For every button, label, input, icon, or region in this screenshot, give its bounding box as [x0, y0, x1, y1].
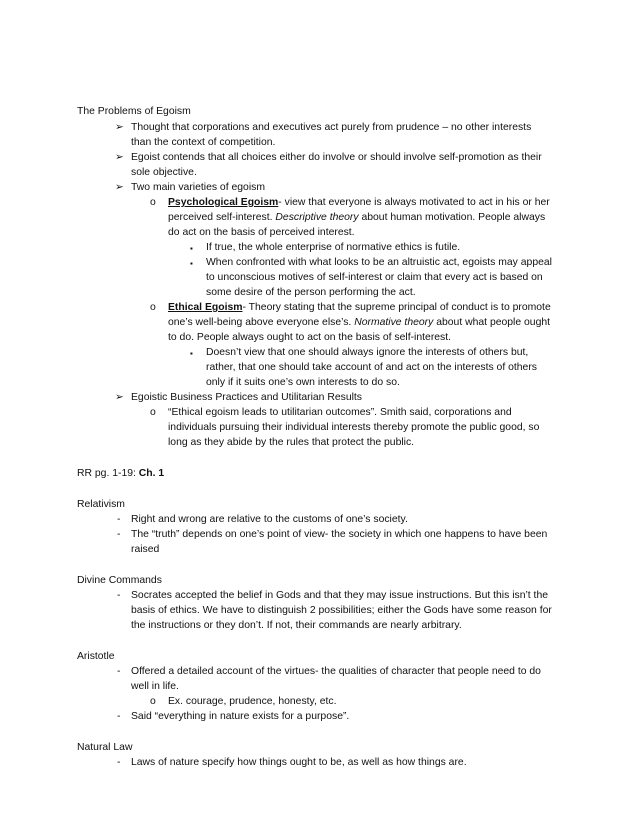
- ethical-egoism-line-3: to do. People always ought to act on the basis of self-interest.: [168, 332, 452, 343]
- text-run: perceived self-interest.: [168, 212, 276, 223]
- aristotle-item-2: Said “everything in nature exists for a purpose”.: [131, 711, 350, 722]
- circle-bullet-icon: o: [150, 407, 156, 418]
- arrow-bullet-icon: ➢: [115, 182, 124, 193]
- section-heading-natural-law: Natural Law: [77, 742, 133, 753]
- relativism-item-2-line-2: raised: [131, 544, 160, 555]
- ethical-sub-1-line-2: rather, that one should take account of and act on the interests of others: [206, 362, 537, 373]
- aristotle-item-1-line-2: well in life.: [131, 681, 179, 692]
- utilitarian-line-2: individuals pursuing their individual interests thereby promote the public good, so: [168, 422, 540, 433]
- divine-item-1-line-2: basis of ethics. We have to distinguish 2 possibilities; either the Gods have some reason for: [131, 605, 552, 616]
- arrow-bullet-icon: ➢: [115, 392, 124, 403]
- utilitarian-line-3: long as they abide by the rules that protect the public.: [168, 437, 415, 448]
- aristotle-example: Ex. courage, prudence, honesty, etc.: [168, 696, 337, 707]
- psychological-sub-2-line-1: When confronted with what looks to be an altruistic act, egoists may appeal: [206, 257, 552, 268]
- psychological-egoism-line-2: [168, 210, 545, 225]
- section-heading-aristotle: Aristotle: [77, 651, 115, 662]
- descriptive-theory-term: Descriptive theory: [275, 212, 359, 223]
- dash-bullet: -: [117, 757, 121, 768]
- circle-bullet-icon: o: [150, 696, 156, 707]
- egoism-point-3: Two main varieties of egoism: [131, 182, 265, 193]
- section-heading-egoism: The Problems of Egoism: [77, 106, 191, 117]
- psychological-egoism-line-1: [168, 195, 550, 210]
- square-bullet-icon: ▪: [190, 244, 193, 253]
- egoism-point-1-line-2: than the context of competition.: [131, 137, 276, 148]
- psychological-sub-1: If true, the whole enterprise of normative ethics is futile.: [206, 242, 461, 253]
- psychological-sub-2-line-2: to unconscious motives of self-interest or claim that every act is based on: [206, 272, 543, 283]
- psychological-egoism-definition: - view that everyone is always motivated to act in his or her: [278, 197, 550, 208]
- dash-bullet: -: [117, 590, 121, 601]
- egoism-point-4: Egoistic Business Practices and Utilitarian Results: [131, 392, 362, 403]
- egoism-point-1-line-1: Thought that corporations and executives act purely from prudence – no other interests: [131, 122, 532, 133]
- psychological-egoism-line-3: do act on the basis of perceived interest.: [168, 227, 355, 238]
- ethical-egoism-term: Ethical Egoism: [168, 302, 243, 313]
- normative-theory-term: Normative theory: [354, 317, 434, 328]
- divine-item-1-line-1: Socrates accepted the belief in Gods and that they may issue instructions. But this isn’t the: [131, 590, 549, 601]
- section-heading-divine-commands: Divine Commands: [77, 575, 162, 586]
- reading-reference: [77, 466, 164, 481]
- arrow-bullet-icon: ➢: [115, 122, 124, 133]
- ethical-egoism-definition: - Theory stating that the supreme principal of conduct is to promote: [242, 302, 551, 313]
- circle-bullet-icon: o: [150, 302, 156, 313]
- relativism-item-2-line-1: The “truth” depends on one’s point of view- the society in which one happens to have been: [131, 529, 548, 540]
- reading-chapter: Ch. 1: [138, 468, 165, 479]
- egoism-point-2-line-1: Egoist contends that all choices either do involve or should involve self-promotion as their: [131, 152, 542, 163]
- reading-label: RR pg. 1-19:: [77, 468, 139, 479]
- arrow-bullet-icon: ➢: [115, 152, 124, 163]
- natural-law-item-1: Laws of nature specify how things ought to be, as well as how things are.: [131, 757, 467, 768]
- text-run: about what people ought: [433, 317, 551, 328]
- relativism-item-1: Right and wrong are relative to the customs of one’s society.: [131, 514, 408, 525]
- dash-bullet: -: [117, 514, 121, 525]
- dash-bullet: -: [117, 711, 121, 722]
- ethical-egoism-line-1: [168, 300, 551, 315]
- dash-bullet: -: [117, 666, 121, 677]
- utilitarian-line-1: “Ethical egoism leads to utilitarian outcomes”. Smith said, corporations and: [168, 407, 512, 418]
- psychological-sub-2-line-3: some desire of the person performing the act.: [206, 287, 416, 298]
- egoism-point-2-line-2: sole objective.: [131, 167, 197, 178]
- aristotle-item-1-line-1: Offered a detailed account of the virtues- the qualities of character that people need to do: [131, 666, 541, 677]
- divine-item-1-line-3: the instructions or they don’t. If not, their commands are nearly arbitrary.: [131, 620, 462, 631]
- ethical-egoism-line-2: [168, 315, 550, 330]
- circle-bullet-icon: o: [150, 197, 156, 208]
- text-run: about human motivation. People always: [358, 212, 546, 223]
- section-heading-relativism: Relativism: [77, 499, 125, 510]
- square-bullet-icon: ▪: [190, 349, 193, 358]
- dash-bullet: -: [117, 529, 121, 540]
- ethical-sub-1-line-3: only if it suits one’s own interests to do so.: [206, 377, 400, 388]
- psychological-egoism-term: Psychological Egoism: [168, 197, 279, 208]
- text-run: one’s well-being above everyone else’s.: [168, 317, 355, 328]
- square-bullet-icon: ▪: [190, 259, 193, 268]
- ethical-sub-1-line-1: Doesn’t view that one should always ignore the interests of others but,: [206, 347, 529, 358]
